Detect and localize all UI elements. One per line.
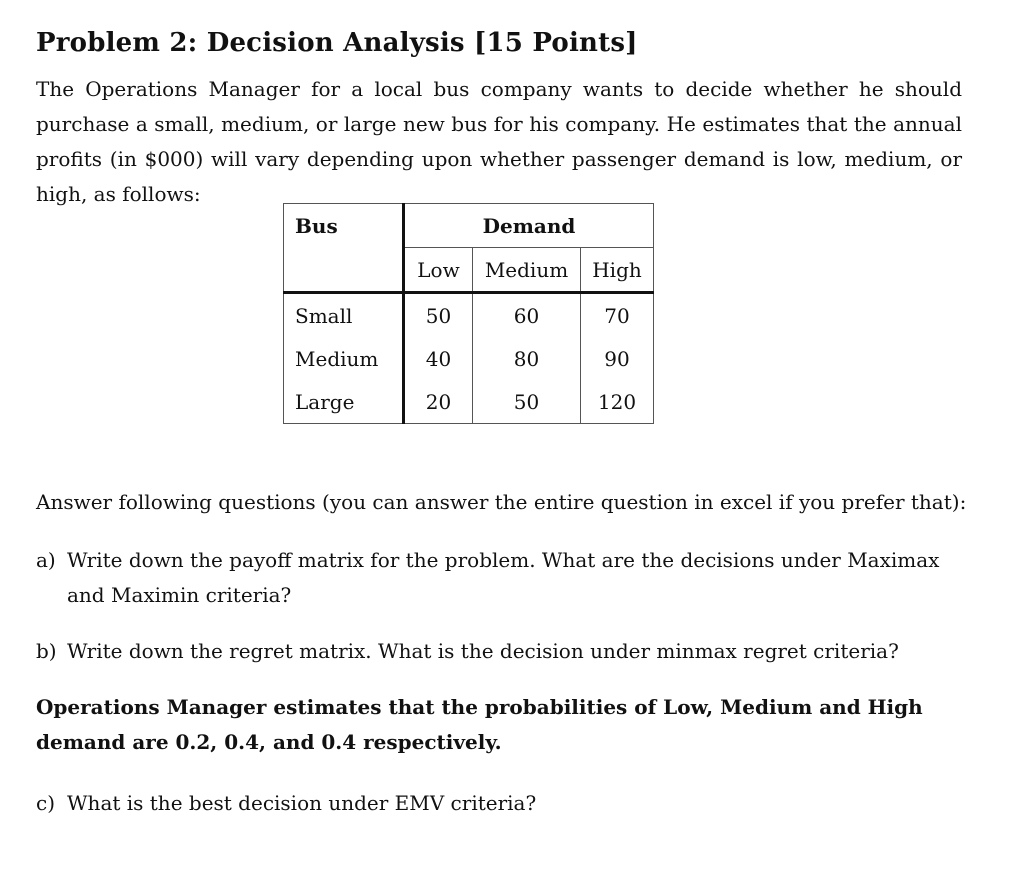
question-b-text: Write down the regret matrix. What is the decision under minmax regret criteria? bbox=[67, 639, 899, 663]
cell-medium-medium: 80 bbox=[473, 337, 581, 380]
row-label-large: Large bbox=[295, 389, 355, 414]
cell-small-high: 70 bbox=[581, 293, 654, 338]
document-body bbox=[36, 28, 962, 212]
cell-large-medium: 50 bbox=[473, 380, 581, 424]
bus-header: Bus bbox=[284, 204, 404, 293]
cell-small-medium: 60 bbox=[473, 293, 581, 338]
question-a-label: a) bbox=[36, 548, 56, 572]
question-c-label: c) bbox=[36, 791, 56, 815]
cell-medium-high: 90 bbox=[581, 337, 654, 380]
cell-small-low: 50 bbox=[404, 293, 473, 338]
intro-paragraph: The Operations Manager for a local bus company wants to decide whether he should purchase a small, medium, or large new bus for his company. He estimates that the annual profits (in $000) will vary depending upon whether passenger demand is low, medium, or high, as follows: bbox=[36, 77, 962, 206]
cell-large-high: 120 bbox=[581, 380, 654, 424]
question-c bbox=[36, 786, 962, 821]
question-a bbox=[36, 543, 962, 613]
column-header-high: High bbox=[581, 248, 654, 293]
row-label-small: Small bbox=[295, 303, 353, 328]
table-row bbox=[284, 380, 654, 424]
question-b-label: b) bbox=[36, 639, 57, 663]
cell-large-low: 20 bbox=[404, 380, 473, 424]
table-row bbox=[284, 293, 654, 338]
question-b bbox=[36, 634, 962, 669]
question-c-text: What is the best decision under EMV criteria? bbox=[67, 791, 537, 815]
row-label-medium: Medium bbox=[295, 346, 379, 371]
table-row bbox=[284, 337, 654, 380]
payoff-table bbox=[283, 203, 654, 424]
column-header-low: Low bbox=[404, 248, 473, 293]
table-header-row bbox=[284, 204, 654, 248]
demand-header: Demand bbox=[404, 204, 654, 248]
problem-title: Problem 2: Decision Analysis [15 Points] bbox=[36, 28, 638, 58]
probability-note: Operations Manager estimates that the probabilities of Low, Medium and High demand are 0.2, 0.4, and 0.4 respectively. bbox=[36, 695, 923, 754]
cell-medium-low: 40 bbox=[404, 337, 473, 380]
column-header-medium: Medium bbox=[473, 248, 581, 293]
questions-intro: Answer following questions (you can answer the entire question in excel if you prefer that): bbox=[36, 490, 967, 514]
payoff-table-container bbox=[283, 203, 654, 424]
question-a-text: Write down the payoff matrix for the problem. What are the decisions under Maximax and Maximin criteria? bbox=[67, 548, 940, 607]
